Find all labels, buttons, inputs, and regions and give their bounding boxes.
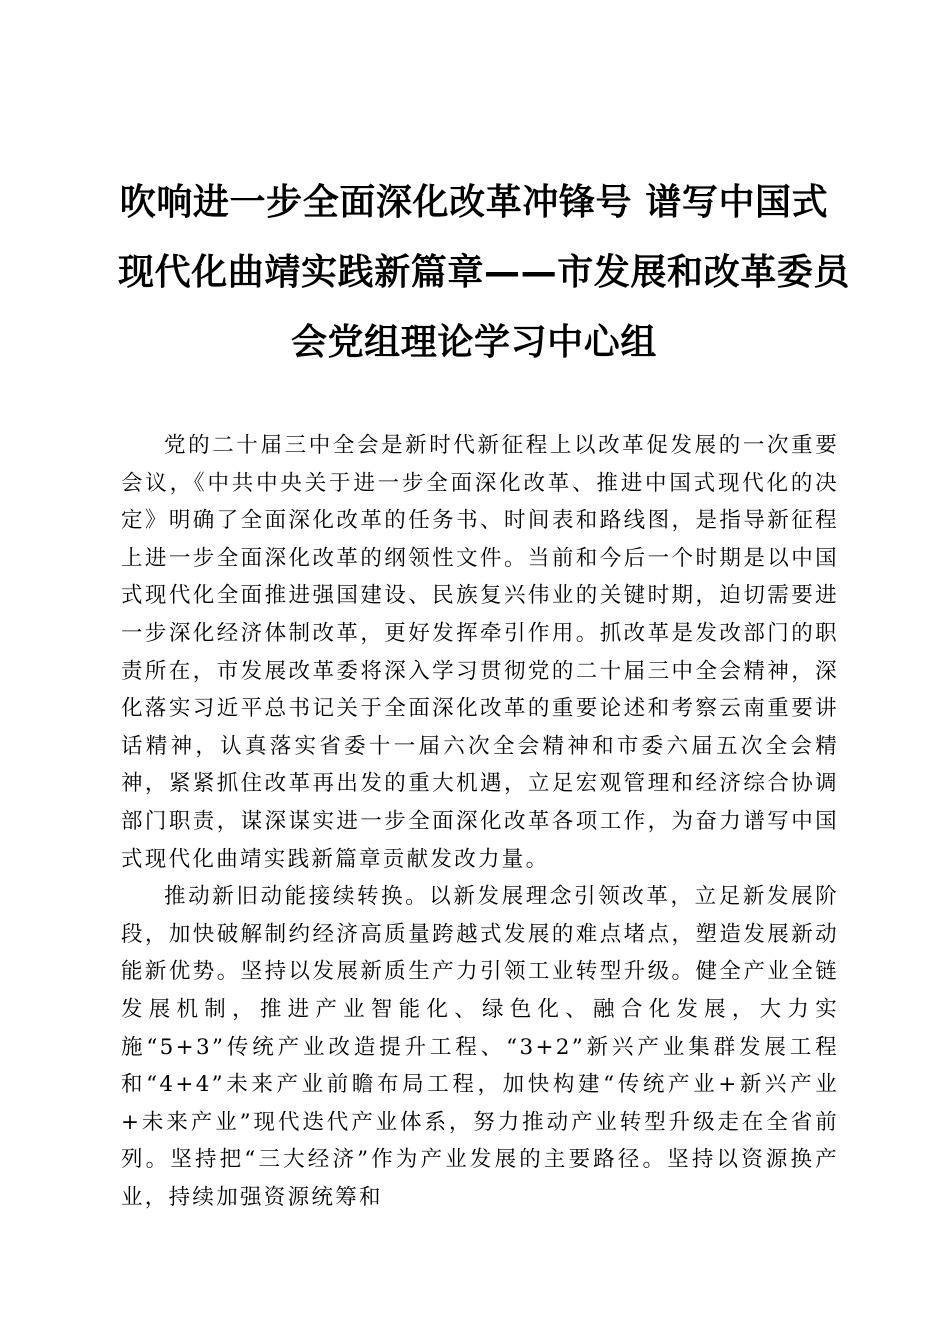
document-title <box>118 168 851 378</box>
document-body <box>121 427 839 1216</box>
title-line-3: 会党组理论学习中心组 <box>290 322 657 363</box>
paragraph-1: 党的二十届三中全会是新时代新征程上以改革促发展的一次重要会议，《中共中央关于进一步全面深化改革、推进中国式现代化的决定》明确了全面深化改革的任务书、时间表和路线图，是指导新征程上进一步全面深化改革的纲领性文件。当前和今后一个时期是以中国式现代化全面推进强国建设、民族复兴伟业的关键时期，迫切需要进一步深化经济体制改革，更好发挥牵引作用。抓改革是发改部门的职责所在，市发展改革委将深入学习贯彻党的二十届三中全会精神，深化落实习近平总书记关于全面深化改革的重要论述和考察云南重要讲话精神，认真落实省委十一届六次全会精神和市委六届五次全会精神，紧紧抓住改革再出发的重大机遇，立足宏观管理和经济综合协调部门职责，谋深谋实进一步全面深化改革各项工作，为奋力谱写中国式现代化曲靖实践新篇章贡献发改力量。 <box>121 433 839 872</box>
paragraph-2: 推动新旧动能接续转换。以新发展理念引领改革，立足新发展阶段，加快破解制约经济高质量跨越式发展的难点堵点，塑造发展新动能新优势。坚持以发展新质生产力引领工业转型升级。健全产业全链发展机制，推进产业智能化、绿色化、融合化发展，大力实施“5+3”传统产业改造提升工程、“3+2”新兴产业集群发展工程和“4+4”未来产业前瞻布局工程，加快构建“传统产业+新兴产业+未来产业”现代迭代产业体系，努力推动产业转型升级走在全省前列。坚持把“三大经济”作为产业发展的主要路径。坚持以资源换产业，持续加强资源统筹和 <box>121 884 839 1210</box>
title-line-2: 现代化曲靖实践新篇章——市发展和改革委员 <box>118 252 851 293</box>
title-line-1: 吹响进一步全面深化改革冲锋号 谱写中国式 <box>119 182 829 223</box>
